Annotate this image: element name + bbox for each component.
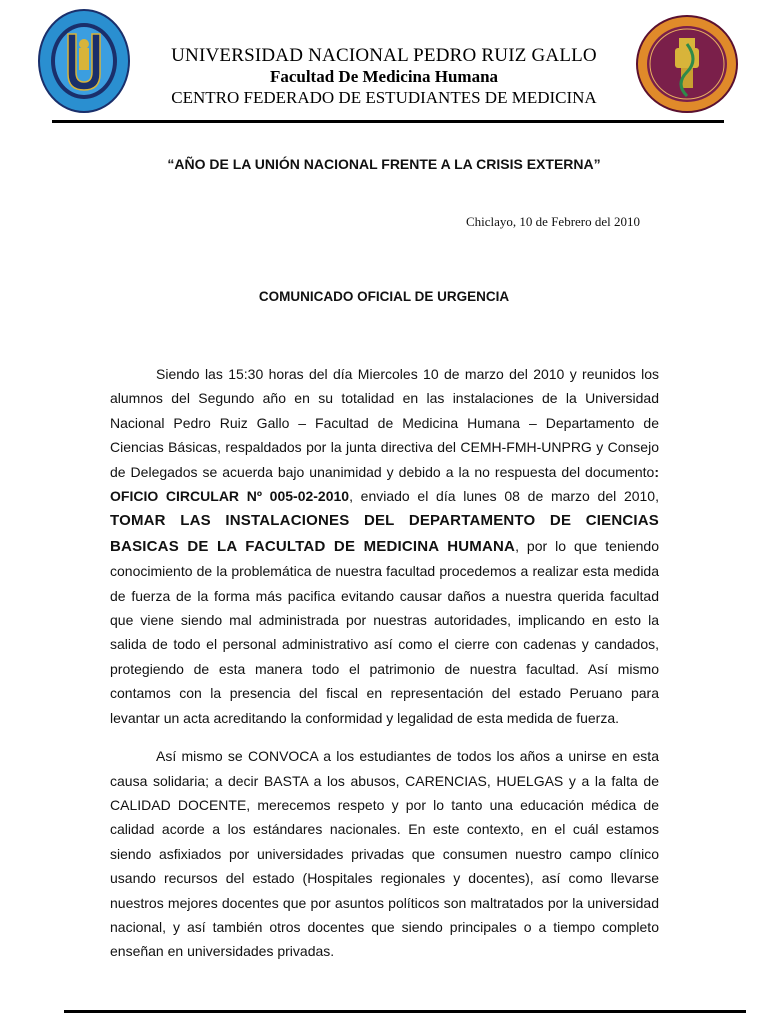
paragraph-1-text-c: , por lo que teniendo conocimiento de la problemática de nuestra facultad procedemos a realizar esta medida de fuerza de la forma más pacifica evitando causar daños a nuestra querida facultad que viene siendo mal administrada por nuestras autoridades, implicando en esto la salida de todo el personal administrativo así como el cierre con cadenas y candados, protegiendo de esta manera todo el patrimonio de nuestra facultad. Así mismo contamos con la presencia del fiscal en representación del estado Peruano para levantar un acta acreditando la conformidad y legalidad de esta medida de fuerza. — [110, 537, 659, 726]
action-statement: TOMAR LAS INSTALACIONES DEL DEPARTAMENTO DE CIENCIAS BASICAS DE LA FACULTAD DE MEDICINA HUMANA — [110, 512, 659, 555]
paragraph-2: Así mismo se CONVOCA a los estudiantes de todos los años a unirse en esta causa solidaria; a decir BASTA a los abusos, CARENCIAS, HUELGAS y a la falta de CALIDAD DOCENTE, merecemos respeto y por lo tanto una educación médica de calidad acorde a los estándares nacionales. En este contexto, en el cuál estamos siendo asfixiados por universidades privadas que consumen nuestro campo clínico usando recursos del estado (Hospitales regionales y docentes), así como llevarse nuestros mejores docentes que por asuntos políticos son maltratados por la universidad nacional, y así también otros docentes que siendo principales o a tiempo completo enseñan en universidades privadas. — [110, 748, 659, 960]
university-seal-icon — [38, 8, 130, 114]
paragraph-1 — [110, 362, 659, 730]
letter-body — [110, 362, 659, 964]
faculty-name: Facultad De Medicina Humana — [269, 67, 499, 86]
paragraph-1-text-a: Siendo las 15:30 horas del día Miercoles 10 de marzo del 2010 y reunidos los alumnos del Segundo año en su totalidad en las instalaciones de la Universidad Nacional Pedro Ruiz Gallo – Facultad de Medicina Humana – Departamento de Ciencias Básicas, respaldados por la junta directiva del CEMH-FMH-UNPRG y Consejo de Delegados se acuerda bajo unanimidad y debido a la no respuesta del documento — [110, 366, 659, 480]
letterhead — [120, 44, 648, 108]
document-reference: : OFICIO CIRCULAR Nº 005-02-2010 — [110, 463, 659, 505]
faculty-seal-icon — [635, 14, 739, 114]
footer-divider — [64, 1010, 746, 1013]
student-center-name: CENTRO FEDERADO DE ESTUDIANTES DE MEDICINA — [171, 88, 597, 107]
date-line: Chiclayo, 10 de Febrero del 2010 — [465, 214, 640, 229]
paragraph-1-text-b: , enviado el día lunes 08 de marzo del 2010, — [349, 488, 659, 505]
header-divider — [52, 120, 724, 123]
document-subject: COMUNICADO OFICIAL DE URGENCIA — [258, 289, 510, 304]
university-name: UNIVERSIDAD NACIONAL PEDRO RUIZ GALLO — [171, 45, 597, 66]
year-motto: “AÑO DE LA UNIÓN NACIONAL FRENTE A LA CRISIS EXTERNA” — [167, 156, 601, 172]
